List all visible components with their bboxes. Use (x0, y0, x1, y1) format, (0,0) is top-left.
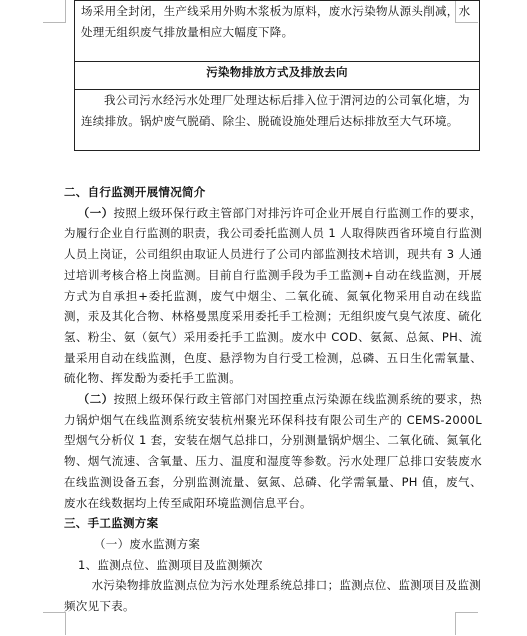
section-2-paragraph-2 (64, 389, 482, 513)
paragraph-2-lead: （二） (77, 392, 114, 407)
table-top-cell: 场采用全封闭，生产线采用外购木浆板为原料，废水污染物从源头削减，水处理无组织废气排放量相应大幅度下降。 (75, 1, 480, 62)
emission-table (74, 0, 480, 151)
table-body-cell: 我公司污水经污水处理厂处理达标后排入位于渭河边的公司氧化塘，为连续排放。锅炉废气脱硝、除尘、脱硫设施处理后达标排放至大气环境。 (75, 90, 480, 151)
paragraph-1-text: 按照上级环保行政主管部门对排污许可企业开展自行监测工作的要求，为履行企业自行监测的职责，我公司委托监测人员 1 人取得陕西省环境自行监测人员上岗证，公司组织由取证人员进行了公司内部监测技术培训，现共有 3 人通过培训考核合格上岗监测。目前自行监测手段为手工监测+自动在线监测，开展方式为自承担+委托监测，废气中烟尘、二氧化硫、氮氧化物采用自动在线监测，汞及其化合物、林格曼黑度采用委托手工检测；无组织废气臭气浓度、硫化氢、粉尘、氨（氨气）采用委托手工监测。废水中 COD、氨氮、总氮、PH、流量采用自动在线监测，色度、悬浮物为自行受工检测，总磷、五日生化需氧量、硫化物、挥发酚为委托手工监测。 (64, 205, 483, 386)
document-body (64, 182, 482, 617)
section-3-paragraph: 水污染物排放监测点位为污水处理系统总排口；监测点位、监测项目及监测频次见下表。 (64, 578, 481, 614)
section-3-subheading: （一）废水监测方案 (94, 536, 201, 551)
section-3-item-1: 1、监测点位、监测项目及监测频次 (78, 557, 263, 572)
section-2-title: 二、自行监测开展情况简介 (64, 185, 206, 199)
crop-mark-bottom-left (43, 612, 66, 635)
paragraph-1-lead: （一） (77, 205, 114, 220)
section-3-title: 三、手工监测方案 (64, 516, 159, 531)
crop-mark-top-left (43, 0, 66, 23)
table-header-cell: 污染物排放方式及排放去向 (75, 62, 480, 90)
section-2-paragraph-1 (64, 203, 482, 389)
paragraph-2-text: 按照上级环保行政主管部门对国控重点污染源在线监测系统的要求，热力锅炉烟气在线监测系统安装杭州聚光环保科技有限公司生产的 CEMS-2000L 型烟气分析仪 1 套，安装在烟气总排口，分别测量锅炉烟尘、二氧化硫、氮氧化物、烟气流速、含氧量、压力、温度和湿度等参数。污水处理厂总排口安装废水在线监测设备五套，分别监测流量、氨氮、总磷、化学需氧量、PH 值，废气、废水在线数据均上传至咸阳环境监测信息平台。 (64, 392, 483, 510)
